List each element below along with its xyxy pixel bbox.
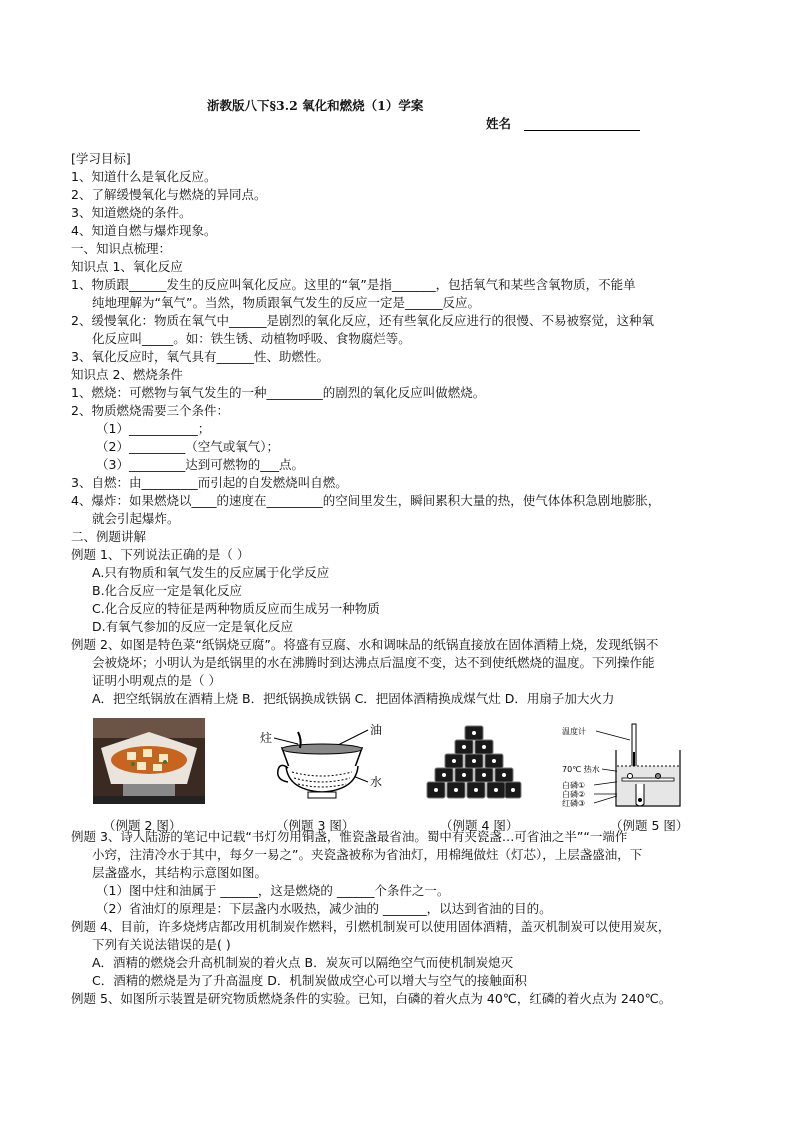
text-line: 层盏盛水，其结构示意图如图。 — [92, 865, 268, 880]
text-line: C．酒精的燃烧是为了升高温度 D．机制炭做成空心可以增大与空气的接触面积 — [92, 973, 527, 988]
text-line: 二、例题讲解 — [71, 529, 147, 544]
text-line: [学习目标] — [71, 151, 131, 166]
figure-5-caption: （例题 5 图） — [610, 818, 689, 833]
text-line: 2、物质燃烧需要三个条件： — [71, 403, 229, 418]
text-line: 3、氧化反应时，氧气具有______性、助燃性。 — [71, 349, 329, 364]
label-thermometer: 温度计 — [562, 727, 586, 736]
figure-3-caption: （例题 3 图） — [276, 818, 355, 833]
text-line: A．酒精的燃烧会升高机制炭的着火点 B．炭灰可以隔绝空气而使机制炭熄灭 — [92, 955, 514, 970]
text-line: A.只有物质和氧气发生的反应属于化学反应 — [92, 565, 330, 580]
text-line: A．把空纸锅放在酒精上烧 B．把纸锅换成铁锅 C．把固体酒精换成煤气灶 D．用扇子加大火力 — [92, 691, 615, 706]
text-line: 1、物质跟______发生的反应叫氧化反应。这里的“氧”是指_______，包括氧气和某些含氧物质，不能单 — [71, 277, 636, 292]
text-line: （1）图中炷和油属于 ______，这是燃烧的 ______个条件之一。 — [96, 883, 450, 898]
text-line: 一、知识点梳理： — [71, 241, 172, 256]
text-line: 证明小明观点的是（ ） — [92, 673, 221, 688]
text-line: 3、知道燃烧的条件。 — [71, 205, 192, 220]
text-line: 4、知道自燃与爆炸现象。 — [71, 223, 217, 238]
text-line: （2）_________（空气或氧气）； — [96, 439, 279, 454]
label-zhu: 炷 — [260, 731, 273, 745]
text-line: D.有氧气参加的反应一定是氧化反应 — [92, 619, 294, 634]
figure-4-caption: （例题 4 图） — [440, 818, 519, 833]
text-line: 2、了解缓慢氧化与燃烧的异同点。 — [71, 187, 267, 202]
text-line: 会被烧坏；小明认为是纸锅里的水在沸腾时到达沸点后温度不变，达不到使纸燃烧的温度。下列操作能 — [92, 655, 655, 670]
label-shui: 水 — [370, 775, 383, 789]
figure-2-caption: （例题 2 图） — [103, 818, 182, 833]
text-line: 3、自燃：由_________而引起的自发燃烧叫自燃。 — [71, 475, 348, 490]
text-line: 知识点 1、氧化反应 — [71, 259, 183, 274]
oil-saving-lamp-diagram — [258, 722, 384, 802]
text-line: （1）___________； — [96, 421, 211, 436]
label-white-phosphorus-1: 白磷① — [562, 781, 586, 790]
text-line: 小窍，注清冷水于其中，每夕一易之”。夹瓷盏被称为省油灯，用棉绳做炷（灯芯），上层盏盛油，下 — [92, 847, 643, 862]
text-line: 例题 5、如图所示装置是研究物质燃烧条件的实验。已知，白磷的着火点为 40℃，红磷的着火点为 240℃。 — [71, 991, 672, 1006]
text-line: 2、缓慢氧化：物质在氧气中______是剧烈的氧化反应，还有些氧化反应进行的很慢、不易被察觉，这种氧 — [71, 313, 654, 328]
combustion-experiment-diagram — [560, 722, 706, 810]
text-line: 下列有关说法错误的是( ) — [92, 937, 231, 952]
text-line: （3）_________达到可燃物的___点。 — [96, 457, 304, 472]
label-you: 油 — [370, 723, 383, 737]
text-line: 例题 4、目前，许多烧烤店都改用机制炭作燃料，引燃机制炭可以使用固体酒精，盖灭机制炭可以使用炭灰， — [71, 919, 671, 934]
text-line: （2）省油灯的原理是：下层盏内水吸热，减少油的 _______，以达到省油的目的。 — [96, 901, 552, 916]
text-line: 例题 3、诗人陆游的笔记中记载“书灯勿用铜盏，惟瓷盏最省油。蜀中有夹瓷盏…可省油之半”“一端作 — [71, 829, 628, 844]
text-line: 1、知道什么是氧化反应。 — [71, 169, 217, 184]
name-blank-line[interactable] — [524, 130, 640, 131]
text-line: B.化合反应一定是氧化反应 — [92, 583, 243, 598]
page-title: 浙教版八下§3.2 氧化和燃烧（1）学案 — [207, 98, 424, 113]
text-line: 例题 1、下列说法正确的是（ ） — [71, 547, 250, 562]
text-line: C.化合反应的特征是两种物质反应而生成另一种物质 — [92, 601, 380, 616]
text-line: 化反应叫_____。如：铁生锈、动植物呼吸、食物腐烂等。 — [92, 331, 411, 346]
text-line: 例题 2、如图是特色菜“纸锅烧豆腐”。将盛有豆腐、水和调味品的纸锅直接放在固体酒精上烧，发现纸锅不 — [71, 637, 659, 652]
text-line: 1、燃烧：可燃物与氧气发生的一种_________的剧烈的氧化反应叫做燃烧。 — [71, 385, 486, 400]
label-white-phosphorus-2: 白磷② — [562, 790, 586, 799]
label-red-phosphorus: 红磷③ — [562, 799, 586, 808]
text-line: 知识点 2、燃烧条件 — [71, 367, 183, 382]
text-line: 就会引起爆炸。 — [92, 511, 180, 526]
name-label: 姓名 — [486, 116, 512, 131]
text-line: 纯地理解为“氧气”。当然，物质跟氧气发生的反应一定是______反应。 — [92, 295, 480, 310]
paper-pot-tofu-photo — [93, 718, 205, 804]
label-hot-water: 70℃ 热水 — [562, 765, 600, 774]
charcoal-briquettes-image — [425, 722, 523, 806]
text-line: 4、爆炸：如果燃烧以____的速度在_________的空间里发生，瞬间累积大量的热，使气体体积急剧地膨胀， — [71, 493, 661, 508]
